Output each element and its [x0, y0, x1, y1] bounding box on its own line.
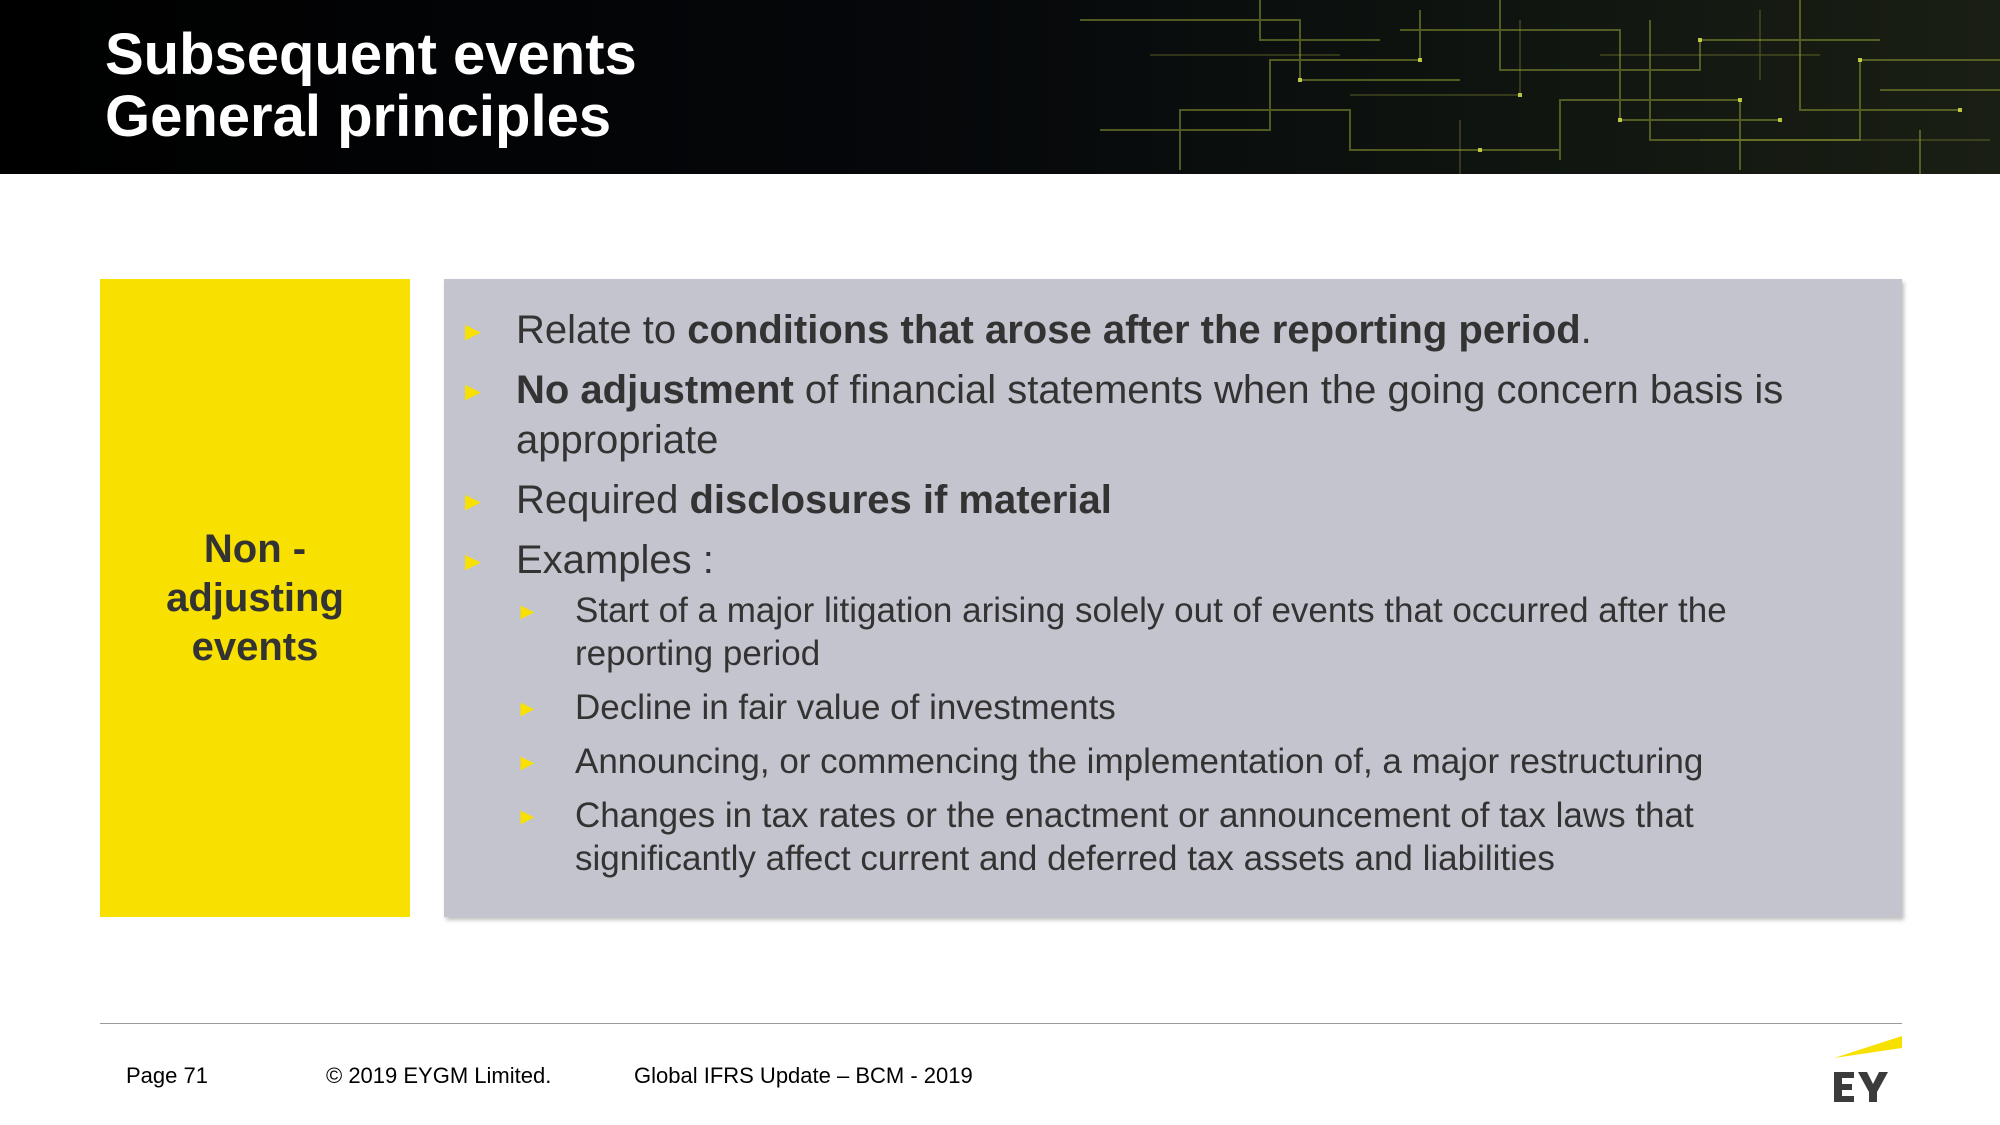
bullet-text: . — [1580, 308, 1592, 352]
bullet-bold-text: No adjustment — [516, 368, 794, 412]
bullet-list — [444, 305, 1902, 891]
sub-bullet-item — [516, 589, 1862, 675]
sub-bullet-arrow-icon: ► — [516, 598, 539, 624]
content-panel — [444, 279, 1902, 917]
sub-bullet-text: Changes in tax rates or the enactment or announcement of tax laws that significantly affect current and deferred tax assets and liabilities — [575, 796, 1694, 878]
sub-bullet-arrow-icon: ► — [516, 695, 539, 721]
bullet-bold-text: disclosures if material — [689, 478, 1112, 522]
title-line-1: Subsequent events — [105, 22, 637, 87]
bullet-arrow-icon: ► — [460, 546, 486, 576]
sub-bullet-item — [516, 794, 1862, 880]
sub-bullet-item — [516, 686, 1862, 729]
sub-bullet-text: Start of a major litigation arising solely out of events that occurred after the reporting period — [575, 591, 1727, 673]
header-banner — [0, 0, 2000, 174]
bullet-text: of financial statements when the going concern basis is appropriate — [516, 368, 1784, 462]
category-label: Non - adjusting events — [166, 526, 344, 669]
page-number: Page 71 — [126, 1063, 208, 1088]
sub-bullet-list — [516, 589, 1862, 880]
bullet-item — [444, 305, 1902, 355]
copyright-notice: © 2019 EYGM Limited. — [326, 1063, 552, 1088]
bullet-arrow-icon: ► — [460, 316, 486, 346]
sub-bullet-text: Decline in fair value of investments — [575, 688, 1116, 727]
bullet-item — [444, 535, 1902, 880]
bullet-item — [444, 365, 1902, 465]
bullet-arrow-icon: ► — [460, 376, 486, 406]
bullet-item — [444, 475, 1902, 525]
title-line-2: General principles — [105, 84, 612, 149]
sub-bullet-arrow-icon: ► — [516, 803, 539, 829]
sub-bullet-arrow-icon: ► — [516, 749, 539, 775]
page-title — [105, 24, 637, 148]
ey-logo — [1832, 1036, 1906, 1108]
bullet-text: Relate to — [516, 308, 688, 352]
presentation-title: Global IFRS Update – BCM - 2019 — [634, 1063, 973, 1088]
sub-bullet-item — [516, 740, 1862, 783]
bullet-text: Required — [516, 478, 690, 522]
footer-divider — [100, 1023, 1902, 1024]
bullet-arrow-icon: ► — [460, 486, 486, 516]
sub-bullet-text: Announcing, or commencing the implementation of, a major restructuring — [575, 742, 1704, 781]
bullet-bold-text: conditions that arose after the reporting period — [687, 308, 1581, 352]
category-panel — [100, 279, 410, 917]
bullet-text: Examples : — [516, 538, 714, 582]
